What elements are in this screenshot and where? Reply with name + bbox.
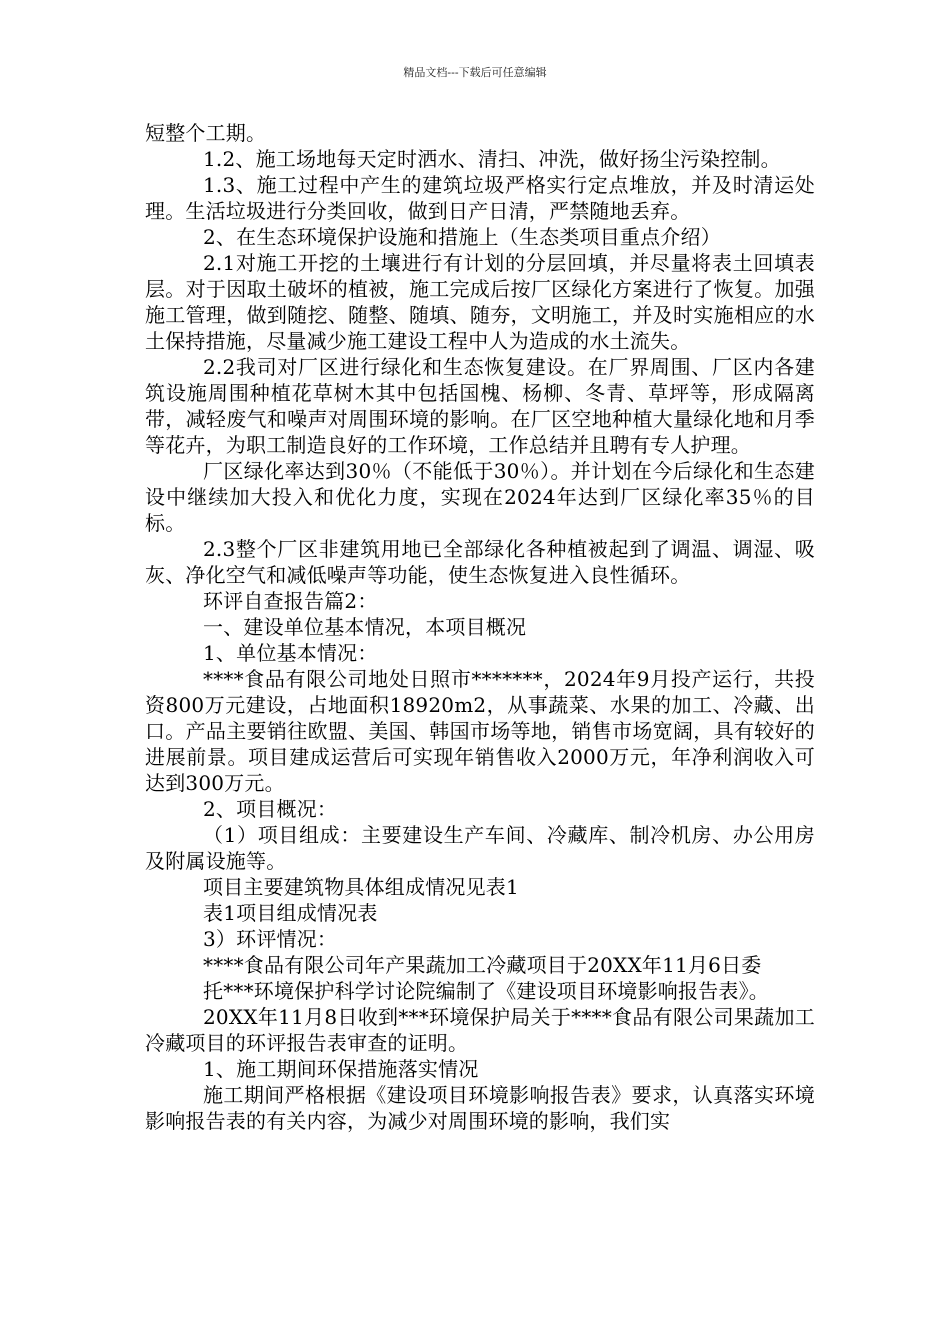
paragraph: 施工期间严格根据《建设项目环境影响报告表》要求，认真落实环境影响报告表的有关内容，为减少对周围环境的影响，我们实	[145, 1083, 815, 1133]
section-heading: 1、施工期间环保措施落实情况	[203, 1057, 479, 1081]
paragraph: 2.3整个厂区非建筑用地已全部绿化各种植被起到了调温、调湿、吸灰、净化空气和减低噪声等功能，使生态恢复进入良性循环。	[145, 537, 815, 587]
paragraph: 20XX年11月8日收到***环境保护局关于****食品有限公司果蔬加工冷藏项目的环评报告表审查的证明。	[145, 1005, 815, 1055]
document-body	[145, 120, 815, 1134]
section-heading: 2、项目概况：	[203, 797, 338, 821]
section-heading: 2、在生态环境保护设施和措施上（生态类项目重点介绍）	[203, 225, 721, 249]
paragraph: 1.3、施工过程中产生的建筑垃圾严格实行定点堆放，并及时清运处理。生活垃圾进行分类回收，做到日产日清，严禁随地丢弃。	[145, 173, 815, 223]
paragraph: 1.2、施工场地每天定时洒水、清扫、冲洗，做好扬尘污染控制。	[203, 147, 781, 171]
table-caption: 表1项目组成情况表	[203, 901, 378, 925]
section-heading: 3）环评情况：	[203, 927, 338, 951]
paragraph: ****食品有限公司地处日照市*******，2024年9月投产运行，共投资800万元建设，占地面积18920m2，从事蔬菜、水果的加工、冷藏、出口。产品主要销往欧盟、美国、韩国市场等地，销售市场宽阔，具有较好的进展前景。项目建成运营后可实现年销售收入2000万元，年净利润收入可达到300万元。	[145, 667, 815, 795]
section-heading: 1、单位基本情况：	[203, 641, 378, 665]
paragraph: 2.1对施工开挖的土壤进行有计划的分层回填，并尽量将表土回填表层。对于因取土破坏的植被，施工完成后按厂区绿化方案进行了恢复。加强施工管理，做到随挖、随整、随填、随夯，文明施工，并及时实施相应的水土保持措施，尽量减少施工建设工程中人为造成的水土流失。	[145, 251, 815, 353]
section-heading: 一、建设单位基本情况，本项目概况	[203, 615, 527, 639]
paragraph: 项目主要建筑物具体组成情况见表1	[203, 875, 519, 899]
paragraph: 短整个工期。	[145, 121, 267, 145]
section-heading: 环评自查报告篇2：	[203, 589, 378, 613]
paragraph: 2.2我司对厂区进行绿化和生态恢复建设。在厂界周围、厂区内各建筑设施周围种植花草树木其中包括国槐、杨柳、冬青、草坪等，形成隔离带，减轻废气和噪声对周围环境的影响。在厂区空地种植大量绿化地和月季等花卉，为职工制造良好的工作环境，工作总结并且聘有专人护理。	[145, 355, 815, 457]
paragraph: （1）项目组成：主要建设生产车间、冷藏库、制冷机房、办公用房及附属设施等。	[145, 823, 815, 873]
paragraph: 厂区绿化率达到30％（不能低于30％）。并计划在今后绿化和生态建设中继续加大投入和优化力度，实现在2024年达到厂区绿化率35％的目标。	[145, 459, 815, 535]
paragraph: 托***环境保护科学讨论院编制了《建设项目环境影响报告表》。	[203, 979, 769, 1003]
page-header: 精品文档---下载后可任意编辑	[403, 66, 547, 79]
paragraph: ****食品有限公司年产果蔬加工冷藏项目于20XX年11月6日委	[203, 953, 762, 977]
